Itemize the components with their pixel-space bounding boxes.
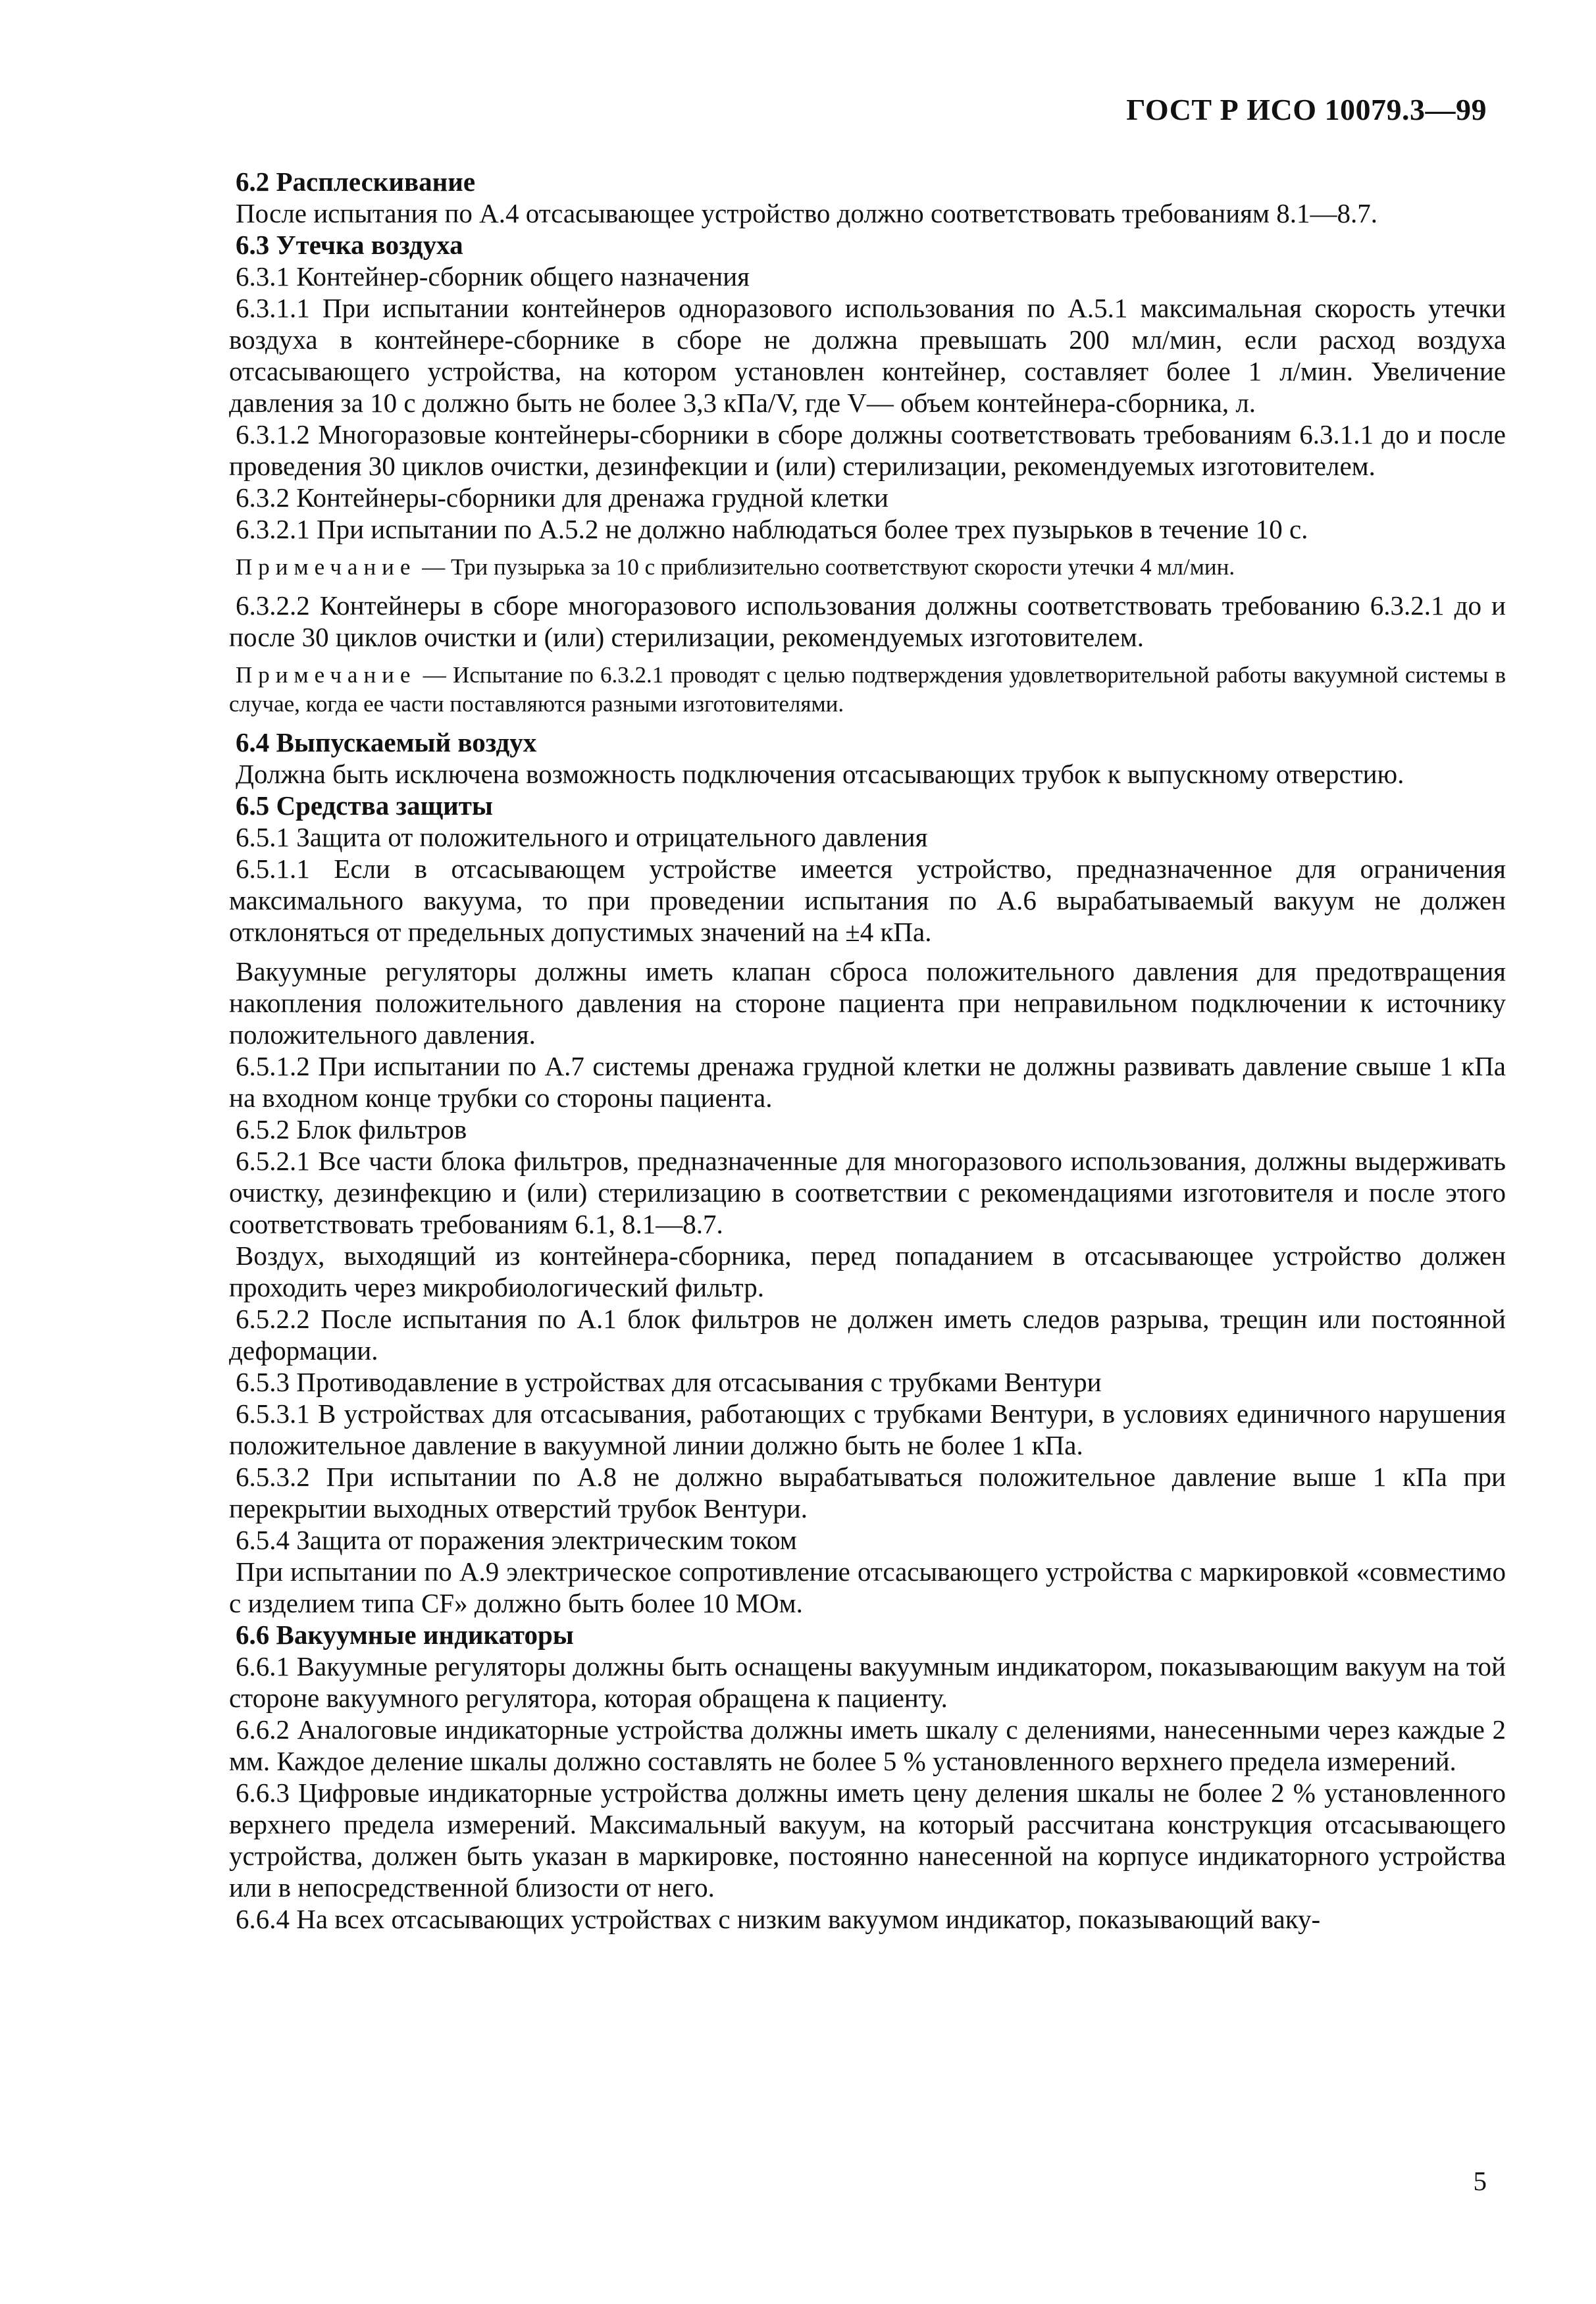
body-paragraph: Вакуумные регуляторы должны иметь клапан сброса положительного давления для предотвращения накопления положительного давления на стороне пациента при неправильном подключении к источнику положительного давления. <box>229 956 1506 1050</box>
body-paragraph: При испытании по А.9 электрическое сопротивление отсасывающего устройства с маркировкой «совместимо с изделием типа CF» должно быть более 10 МОм. <box>229 1556 1506 1618</box>
note-text: — Испытание по 6.3.2.1 проводят с целью подтверждения удовлетворительной работы вакуумной системы в случае, когда ее части поставляются разными изготовителями. <box>229 662 1506 717</box>
body-paragraph: 6.5.2.1 Все части блока фильтров, предназначенные для многоразового использования, должны выдерживать очистку, дезинфекцию и (или) стерилизацию в соответствии с рекомендациями изготовителя и после этого соответствовать требованиям 6.1, 8.1—8.7. <box>229 1146 1506 1239</box>
body-paragraph: 6.5.2 Блок фильтров <box>236 1114 467 1144</box>
body-paragraph: 6.5.3 Противодавление в устройствах для отсасывания с трубками Вентури <box>236 1367 1102 1397</box>
document-body <box>229 166 1506 1935</box>
body-paragraph: 6.5.1.1 Если в отсасывающем устройстве имеется устройство, предназначенное для ограничения максимального вакуума, то при проведении испытания по А.6 вырабатываемый вакуум не должен отклоняться от предельных допустимых значений на ±4 кПа. <box>229 854 1506 947</box>
section-heading: 6.6 Вакуумные индикаторы <box>236 1620 574 1650</box>
body-paragraph: 6.3.2.1 При испытании по А.5.2 не должно наблюдаться более трех пузырьков в течение 10 с. <box>236 514 1308 544</box>
section-heading: 6.4 Выпускаемый воздух <box>236 727 537 757</box>
body-paragraph: 6.5.2.2 После испытания по А.1 блок фильтров не должен иметь следов разрыва, трещин или постоянной деформации. <box>229 1304 1506 1366</box>
note-label: Примечание <box>236 554 417 580</box>
section-heading: 6.2 Расплескивание <box>236 166 476 197</box>
body-paragraph: 6.5.1 Защита от положительного и отрицательного давления <box>236 822 928 852</box>
body-paragraph: 6.5.3.1 В устройствах для отсасывания, работающих с трубками Вентури, в условиях единичного нарушения положительное давление в вакуумной линии должно быть не более 1 кПа. <box>229 1398 1506 1460</box>
note-paragraph <box>229 661 1506 719</box>
body-paragraph: Должна быть исключена возможность подключения отсасывающих трубок к выпускному отверстию. <box>236 759 1404 789</box>
body-paragraph: 6.3.2 Контейнеры-сборники для дренажа грудной клетки <box>236 482 888 513</box>
section-heading: 6.5 Средства защиты <box>236 790 493 821</box>
body-paragraph: 6.5.3.2 При испытании по А.8 не должно вырабатываться положительное давление выше 1 кПа при перекрытии выходных отверстий трубок Вентури. <box>229 1462 1506 1523</box>
body-paragraph: 6.6.2 Аналоговые индикаторные устройства должны иметь шкалу с делениями, нанесенными через каждые 2 мм. Каждое деление шкалы должно составлять не более 5 % установленного верхнего предела измерений. <box>229 1714 1506 1776</box>
body-paragraph: После испытания по А.4 отсасывающее устройство должно соответствовать требованиям 8.1—8.7. <box>236 198 1377 228</box>
note-paragraph <box>229 553 1506 582</box>
body-paragraph: 6.3.1.1 При испытании контейнеров одноразового использования по А.5.1 максимальная скорость утечки воздуха в контейнере-сборнике в сборе не должна превышать 200 мл/мин, если расход воздуха отсасывающего устройства, на котором установлен контейнер, составляет более 1 л/мин. Увеличение давления за 10 с должно быть не более 3,3 кПа/V, где V— объем контейнера-сборника, л. <box>229 293 1506 418</box>
body-paragraph: 6.3.2.2 Контейнеры в сборе многоразового использования должны соответствовать требованию 6.3.2.1 до и после 30 циклов очистки и (или) стерилизации, рекомендуемых изготовителем. <box>229 590 1506 652</box>
section-heading: 6.3 Утечка воздуха <box>236 230 463 260</box>
document-header: ГОСТ Р ИСО 10079.3—99 <box>1126 93 1487 126</box>
note-text: — Три пузырька за 10 с приблизительно соответствуют скорости утечки 4 мл/мин. <box>416 554 1235 580</box>
body-paragraph: 6.3.1 Контейнер-сборник общего назначения <box>236 261 750 292</box>
body-paragraph: 6.3.1.2 Многоразовые контейнеры-сборники в сборе должны соответствовать требованиям 6.3.1.1 до и после проведения 30 циклов очистки, дезинфекции и (или) стерилизации, рекомендуемых изготовителем. <box>229 419 1506 481</box>
body-paragraph: 6.6.3 Цифровые индикаторные устройства должны иметь цену деления шкалы не более 2 % установленного верхнего предела измерений. Максимальный вакуум, на который рассчитана конструкция отсасывающего устройства, должен быть указан в маркировке, постоянно нанесенной на корпусе индикаторного устройства или в непосредственной близости от него. <box>229 1778 1506 1903</box>
body-paragraph: Воздух, выходящий из контейнера-сборника, перед попаданием в отсасывающее устройство должен проходить через микробиологический фильтр. <box>229 1241 1506 1302</box>
body-paragraph: 6.5.1.2 При испытании по А.7 системы дренажа грудной клетки не должны развивать давление свыше 1 кПа на входном конце трубки со стороны пациента. <box>229 1051 1506 1113</box>
body-paragraph: 6.6.1 Вакуумные регуляторы должны быть оснащены вакуумным индикатором, показывающим вакуум на той стороне вакуумного регулятора, которая обращена к пациенту. <box>229 1651 1506 1713</box>
note-label: Примечание <box>236 662 417 688</box>
page-number: 5 <box>1473 2166 1487 2196</box>
body-paragraph: 6.5.4 Защита от поражения электрическим током <box>236 1525 797 1555</box>
body-paragraph: 6.6.4 На всех отсасывающих устройствах с низким вакуумом индикатор, показывающий ваку- <box>236 1904 1321 1934</box>
